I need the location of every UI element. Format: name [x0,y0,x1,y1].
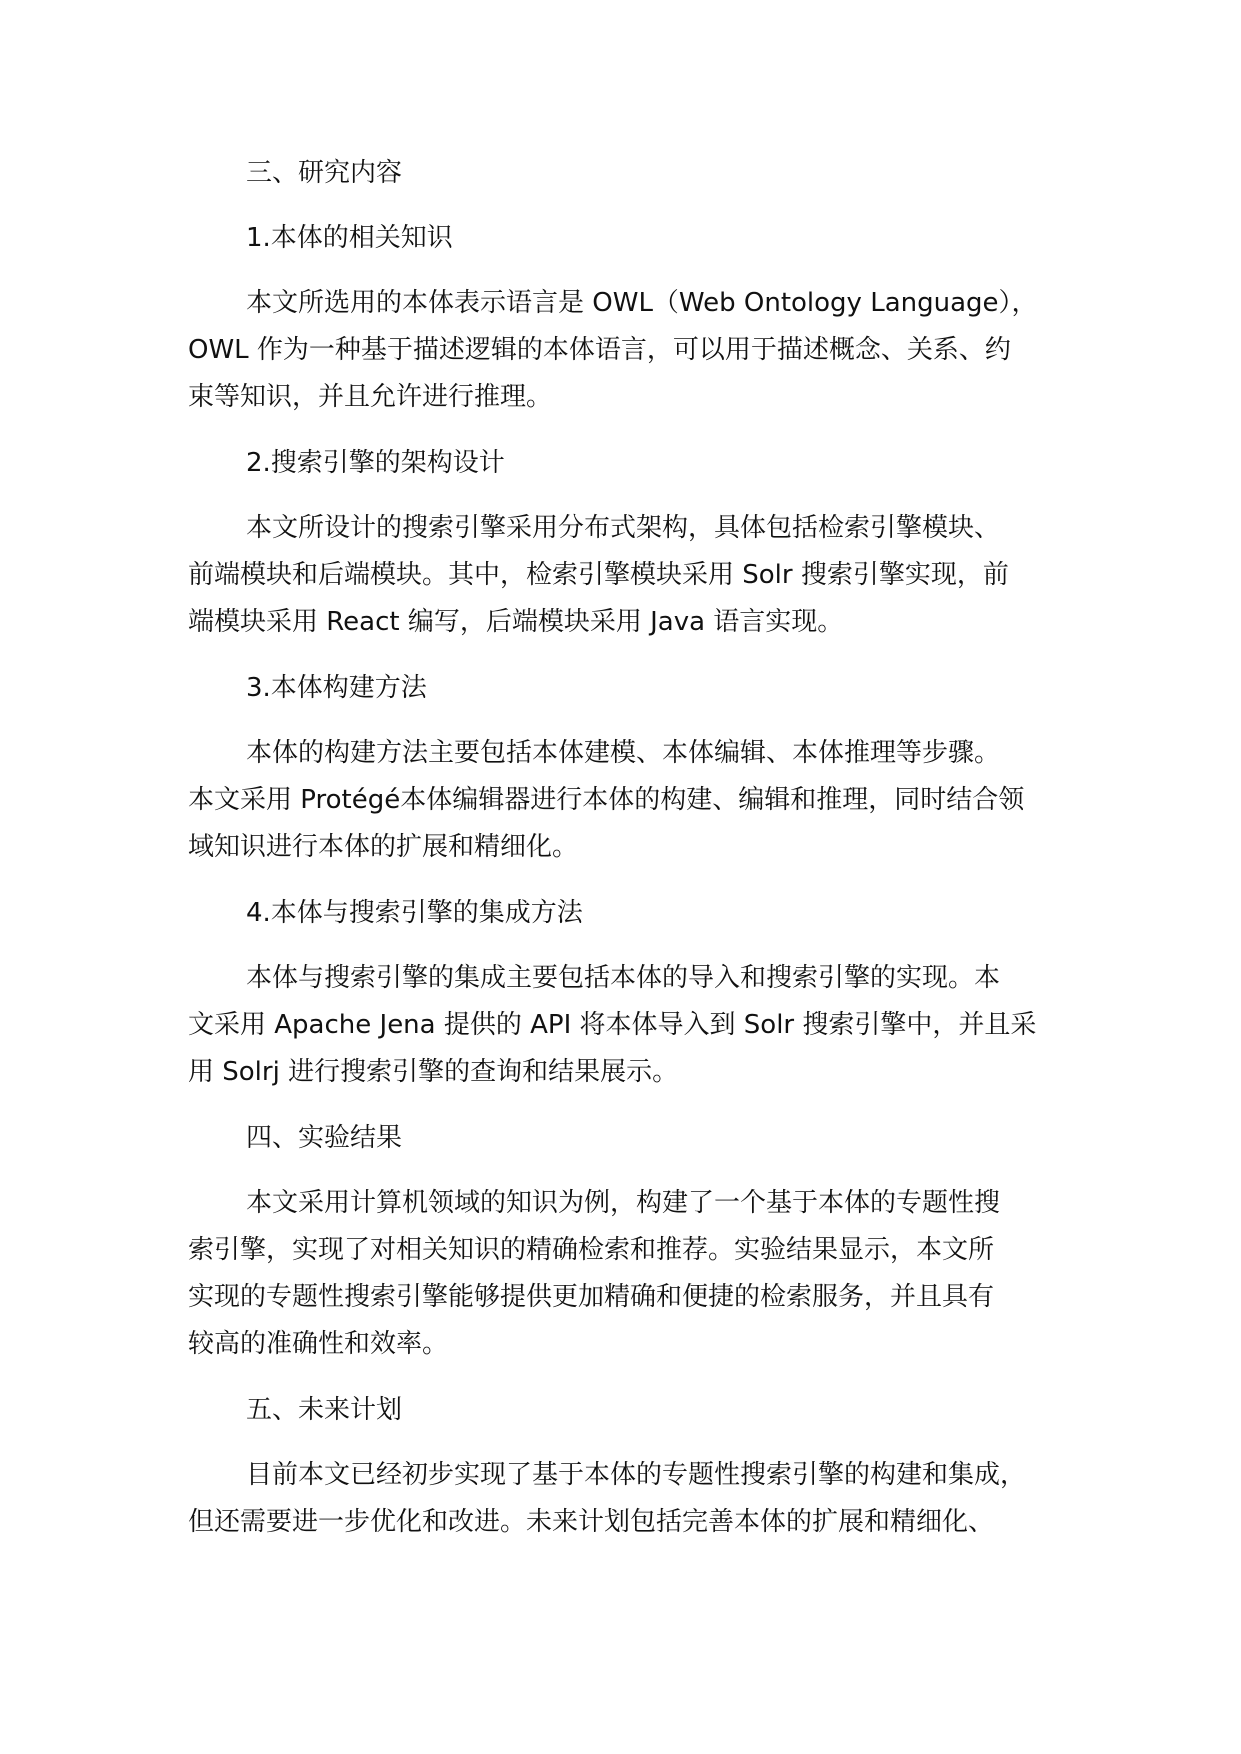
paragraph-line: 前端模块和后端模块。其中，检索引擎模块采用 Solr 搜索引擎实现，前 [188,560,1009,590]
paragraph-line: 本体的构建方法主要包括本体建模、本体编辑、本体推理等步骤。 [246,738,1001,768]
paragraph-results [188,1180,1068,1368]
section-heading-research-content: 三、研究内容 [246,158,403,188]
paragraph-line: 域知识进行本体的扩展和精细化。 [188,832,579,862]
subsection-heading-integration: 4.本体与搜索引擎的集成方法 [246,898,583,928]
paragraph-line: 本文采用计算机领域的知识为例，构建了一个基于本体的专题性搜 [246,1188,1001,1218]
paragraph-line: 目前本文已经初步实现了基于本体的专题性搜索引擎的构建和集成， [246,1460,1027,1490]
paragraph-architecture [188,505,1068,646]
paragraph-future-plan [188,1452,1068,1546]
paragraph-line: 较高的准确性和效率。 [188,1329,449,1359]
paragraph-ontology-construction [188,730,1068,871]
paragraph-line: 本文所设计的搜索引擎采用分布式架构，具体包括检索引擎模块、 [246,513,1001,543]
paragraph-line: 用 Solrj 进行搜索引擎的查询和结果展示。 [188,1057,679,1087]
paragraph-line: 但还需要进一步优化和改进。未来计划包括完善本体的扩展和精细化、 [188,1507,995,1537]
section-heading-future-plan: 五、未来计划 [246,1395,403,1425]
paragraph-line: 本体与搜索引擎的集成主要包括本体的导入和搜索引擎的实现。本 [246,963,1001,993]
subsection-heading-architecture: 2.搜索引擎的架构设计 [246,448,505,478]
paragraph-line: 索引擎，实现了对相关知识的精确检索和推荐。实验结果显示，本文所 [188,1235,995,1265]
paragraph-integration [188,955,1068,1096]
paragraph-line: 文采用 Apache Jena 提供的 API 将本体导入到 Solr 搜索引擎中，并且采 [188,1010,1037,1040]
document-body [188,150,1068,1565]
paragraph-line: 本文所选用的本体表示语言是 OWL（Web Ontology Language）， [246,288,1038,318]
section-heading-results: 四、实验结果 [246,1123,403,1153]
paragraph-line: 实现的专题性搜索引擎能够提供更加精确和便捷的检索服务，并且具有 [188,1282,995,1312]
paragraph-line: 束等知识，并且允许进行推理。 [188,382,553,412]
subsection-heading-ontology-knowledge: 1.本体的相关知识 [246,223,453,253]
paragraph-ontology-language [188,280,1068,421]
subsection-heading-ontology-construction: 3.本体构建方法 [246,673,427,703]
paragraph-line: 本文采用 Protégé本体编辑器进行本体的构建、编辑和推理，同时结合领 [188,785,1025,815]
paragraph-line: OWL 作为一种基于描述逻辑的本体语言，可以用于描述概念、关系、约 [188,335,1011,365]
paragraph-line: 端模块采用 React 编写，后端模块采用 Java 语言实现。 [188,607,844,637]
